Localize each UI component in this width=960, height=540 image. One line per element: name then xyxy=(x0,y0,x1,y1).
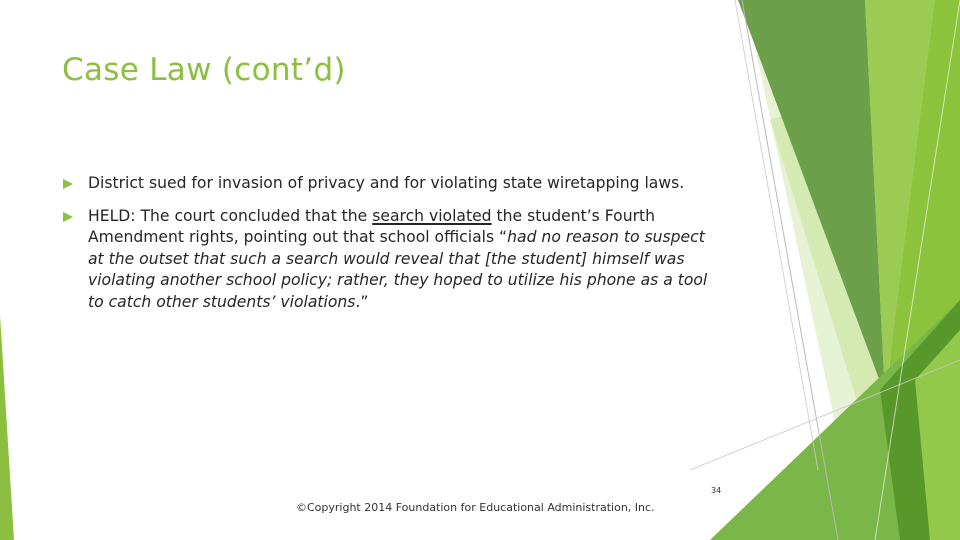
court-quote: had no reason to suspect at the outset that such a search would reveal that [the student] himself was violating another school policy; rather, they hoped to utilize his phone as a tool to catch other students’ violations xyxy=(88,228,708,311)
bullet-arrow-icon xyxy=(63,179,73,189)
bullet-item xyxy=(62,173,722,195)
bullet-end-text: .” xyxy=(355,292,369,311)
bullet-arrow-icon xyxy=(63,212,73,222)
copyright-footer: ©Copyright 2014 Foundation for Educational Administration, Inc. xyxy=(296,501,655,514)
slide-title: Case Law (cont’d) xyxy=(62,52,346,88)
bullet-text: District sued for invasion of privacy and for violating state wiretapping laws. xyxy=(88,174,685,192)
underlined-phrase: search violated xyxy=(372,206,492,225)
bullet-lead-text: HELD: The court concluded that the xyxy=(88,206,373,225)
page-number: 34 xyxy=(711,486,722,495)
bullet-list xyxy=(62,173,722,314)
bullet-item xyxy=(62,206,722,314)
left-edge-triangle xyxy=(0,315,14,540)
bullet-middle-text: the student’s Fourth Amendment rights, pointing out that school officials “ xyxy=(88,206,655,247)
